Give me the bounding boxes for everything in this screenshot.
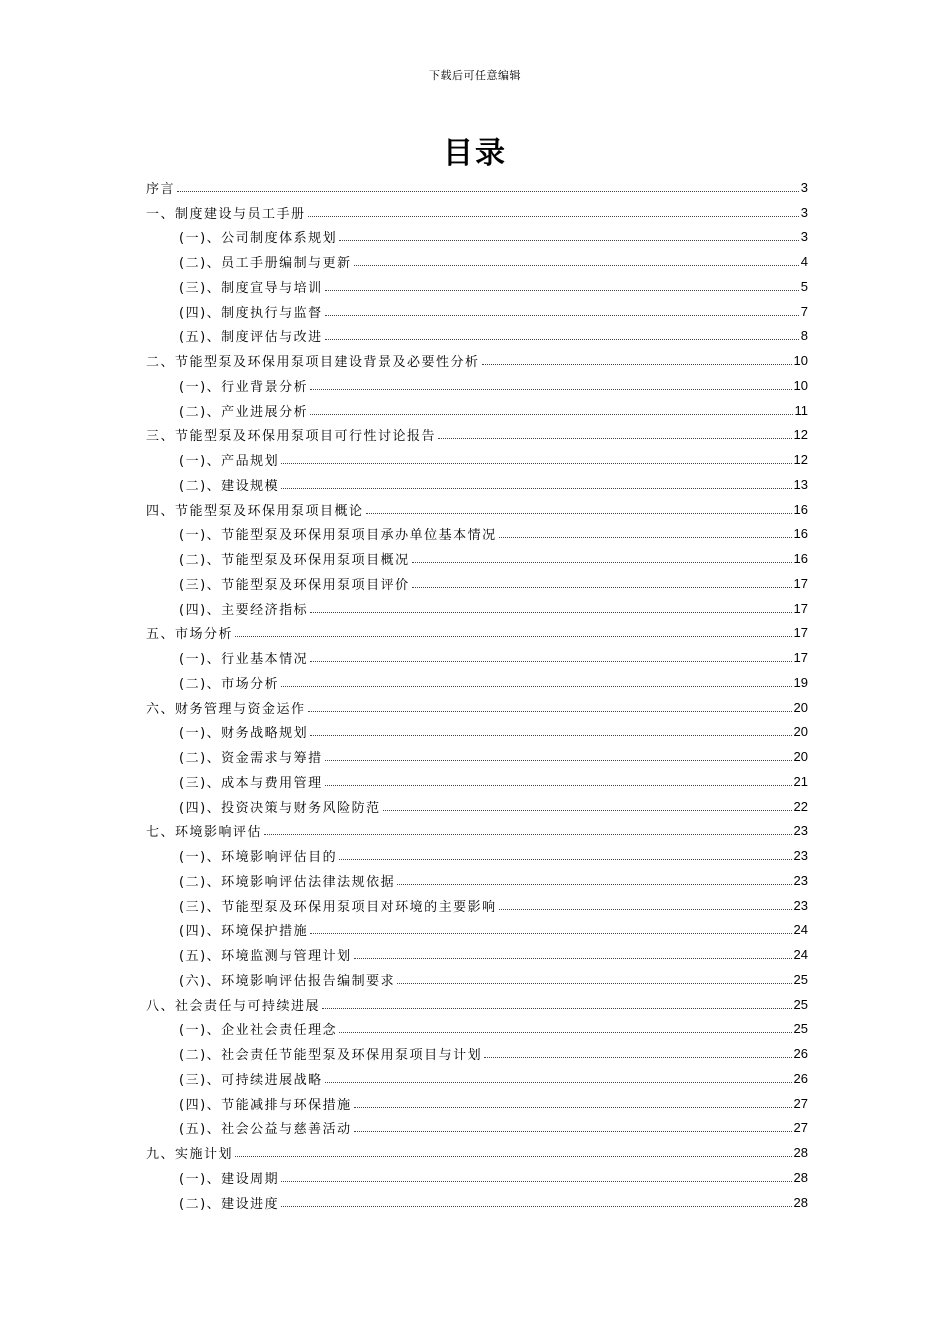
toc-entry[interactable] [146, 1091, 808, 1116]
page-header: 下载后可任意编辑 [429, 69, 521, 82]
toc-entry[interactable] [146, 1140, 808, 1165]
dot-leader [310, 611, 791, 613]
dot-leader [310, 734, 791, 736]
dot-leader [412, 561, 792, 563]
dot-leader [281, 1180, 791, 1182]
toc-entry-page: 20 [793, 699, 808, 715]
toc-entry-label: (四)、投资决策与财务风险防范 [179, 800, 381, 816]
toc-entry[interactable] [146, 769, 808, 794]
dot-leader [325, 289, 799, 291]
toc-entry-page: 25 [793, 1021, 808, 1037]
toc-entry[interactable] [146, 398, 808, 423]
toc-entry-label: (三)、制度宣导与培训 [179, 280, 323, 296]
toc-entry-page: 27 [793, 1120, 808, 1136]
toc-entry-label: (一)、行业基本情况 [179, 652, 309, 668]
toc-entry-label: (五)、制度评估与改进 [179, 330, 323, 346]
toc-entry[interactable] [146, 348, 808, 373]
dot-leader [325, 1081, 792, 1083]
toc-entry-label: 序言 [146, 181, 176, 197]
toc-entry[interactable] [146, 497, 808, 522]
toc-entry-label: (一)、环境影响评估目的 [179, 850, 338, 866]
toc-entry-page: 5 [800, 278, 808, 294]
toc-entry-label: (一)、企业社会责任理念 [179, 1023, 338, 1039]
toc-entry-label: (五)、社会公益与慈善活动 [179, 1122, 352, 1138]
dot-leader [339, 858, 791, 860]
dot-leader [264, 833, 792, 835]
toc-entry[interactable] [146, 571, 808, 596]
dot-leader [354, 1106, 792, 1108]
toc-entry-page: 23 [793, 897, 808, 913]
toc-entry-label: (三)、可持续进展战略 [179, 1072, 323, 1088]
toc-entry-page: 3 [800, 179, 808, 195]
toc-entry-label: (二)、建设进度 [179, 1196, 280, 1212]
toc-entry-page: 20 [793, 749, 808, 765]
toc-entry[interactable] [146, 720, 808, 745]
toc-entry[interactable] [146, 596, 808, 621]
toc-entry[interactable] [146, 695, 808, 720]
toc-entry-page: 12 [793, 452, 808, 468]
dot-leader [310, 660, 791, 662]
toc-entry[interactable] [146, 1041, 808, 1066]
dot-leader [235, 635, 792, 637]
toc-entry-page: 3 [800, 229, 808, 245]
dot-leader [281, 685, 791, 687]
toc-entry[interactable] [146, 645, 808, 670]
dot-leader [397, 883, 791, 885]
toc-entry-page: 23 [793, 848, 808, 864]
toc-entry-label: (三)、节能型泵及环保用泵项目对环境的主要影响 [179, 899, 497, 915]
toc-entry-label: (六)、环境影响评估报告编制要求 [179, 973, 396, 989]
toc-entry-page: 16 [793, 526, 808, 542]
toc-entry[interactable] [146, 175, 808, 200]
toc-entry-label: (一)、节能型泵及环保用泵项目承办单位基本情况 [179, 528, 497, 544]
toc-entry-page: 8 [800, 328, 808, 344]
toc-entry-page: 10 [793, 353, 808, 369]
toc-entry-label: (二)、资金需求与筹措 [179, 751, 323, 767]
toc-entry[interactable] [146, 621, 808, 646]
toc-entry-label: (二)、员工手册编制与更新 [179, 256, 352, 272]
toc-entry[interactable] [146, 1017, 808, 1042]
dot-leader [235, 1155, 792, 1157]
toc-entry[interactable] [146, 893, 808, 918]
toc-entry[interactable] [146, 868, 808, 893]
toc-entry[interactable] [146, 373, 808, 398]
toc-entry-page: 23 [793, 823, 808, 839]
toc-entry[interactable] [146, 1116, 808, 1141]
toc-entry[interactable] [146, 794, 808, 819]
toc-entry-page: 28 [793, 1145, 808, 1161]
dot-leader [499, 908, 792, 910]
toc-entry-page: 13 [793, 476, 808, 492]
toc-entry-label: 六、财务管理与资金运作 [146, 701, 306, 717]
toc-title: 目录 [443, 136, 507, 171]
toc-entry[interactable] [146, 299, 808, 324]
toc-entry-page: 26 [793, 1046, 808, 1062]
toc-entry-page: 28 [793, 1169, 808, 1185]
toc-entry[interactable] [146, 225, 808, 250]
dot-leader [310, 932, 791, 934]
toc-entry-label: (二)、环境影响评估法律法规依据 [179, 874, 396, 890]
dot-leader [412, 586, 792, 588]
toc-entry[interactable] [146, 670, 808, 695]
dot-leader [383, 809, 792, 811]
toc-entry-page: 11 [794, 402, 808, 418]
toc-entry[interactable] [146, 522, 808, 547]
dot-leader [339, 239, 799, 241]
dot-leader [177, 190, 799, 192]
toc-entry-page: 23 [793, 872, 808, 888]
toc-entry[interactable] [146, 967, 808, 992]
dot-leader [397, 982, 791, 984]
toc-entry-page: 25 [793, 996, 808, 1012]
toc-entry-label: (四)、环境保护措施 [179, 924, 309, 940]
toc-entry-label: (四)、制度执行与监督 [179, 305, 323, 321]
toc-entry-label: (一)、公司制度体系规划 [179, 231, 338, 247]
toc-entry[interactable] [146, 249, 808, 274]
toc-entry-page: 24 [793, 947, 808, 963]
dot-leader [499, 536, 792, 538]
toc-entry[interactable] [146, 942, 808, 967]
toc-entry-page: 4 [800, 254, 808, 270]
toc-entry[interactable] [146, 819, 808, 844]
toc-entry-page: 16 [793, 551, 808, 567]
toc-entry-label: (一)、建设周期 [179, 1171, 280, 1187]
toc-entry-label: 七、环境影响评估 [146, 825, 263, 841]
dot-leader [281, 1205, 791, 1207]
dot-leader [325, 314, 799, 316]
toc-entry-page: 17 [793, 575, 808, 591]
dot-leader [366, 512, 792, 514]
dot-leader [354, 1130, 792, 1132]
toc-entry[interactable] [146, 992, 808, 1017]
toc-entry-label: 五、市场分析 [146, 627, 234, 643]
toc-entry-page: 17 [793, 600, 808, 616]
toc-entry-page: 17 [793, 650, 808, 666]
toc-entry[interactable] [146, 1066, 808, 1091]
dot-leader [325, 759, 792, 761]
toc-entry-page: 3 [800, 204, 808, 220]
dot-leader [484, 1056, 791, 1058]
toc-entry-label: (二)、产业进展分析 [179, 404, 309, 420]
toc-entry-label: (二)、市场分析 [179, 676, 280, 692]
dot-leader [354, 264, 799, 266]
toc-entry-label: 八、社会责任与可持续进展 [146, 998, 321, 1014]
toc-entry-label: (一)、财务战略规划 [179, 726, 309, 742]
toc-entry[interactable] [146, 843, 808, 868]
toc-entry-page: 25 [793, 971, 808, 987]
toc-entry-page: 17 [793, 625, 808, 641]
toc-entry-page: 20 [793, 724, 808, 740]
toc-entry-page: 12 [793, 427, 808, 443]
dot-leader [325, 784, 792, 786]
dot-leader [281, 462, 791, 464]
toc-entry-page: 27 [793, 1095, 808, 1111]
toc-entry[interactable] [146, 546, 808, 571]
toc-entry[interactable] [146, 472, 808, 497]
toc-entry-label: 九、实施计划 [146, 1147, 234, 1163]
dot-leader [308, 215, 799, 217]
toc-entry-label: (五)、环境监测与管理计划 [179, 949, 352, 965]
dot-leader [310, 413, 792, 415]
dot-leader [354, 957, 792, 959]
toc-entry[interactable] [146, 423, 808, 448]
dot-leader [438, 437, 792, 439]
toc-entry-page: 22 [793, 798, 808, 814]
toc-entry-label: (二)、建设规模 [179, 478, 280, 494]
toc-entry-label: (四)、节能减排与环保措施 [179, 1097, 352, 1113]
dot-leader [308, 710, 792, 712]
toc-entry[interactable] [146, 918, 808, 943]
toc-entry[interactable] [146, 200, 808, 225]
toc-entry-page: 7 [800, 303, 808, 319]
toc-entry[interactable] [146, 1165, 808, 1190]
toc-entry-page: 26 [793, 1070, 808, 1086]
toc-entry-label: 二、节能型泵及环保用泵项目建设背景及必要性分析 [146, 355, 480, 371]
toc-entry-page: 19 [793, 674, 808, 690]
toc-entry[interactable] [146, 324, 808, 349]
toc-entry-label: (二)、社会责任节能型泵及环保用泵项目与计划 [179, 1048, 483, 1064]
toc-entry-label: (一)、行业背景分析 [179, 379, 309, 395]
toc-entry-page: 21 [793, 773, 808, 789]
toc-entry-label: (三)、节能型泵及环保用泵项目评价 [179, 577, 410, 593]
dot-leader [310, 388, 791, 390]
dot-leader [482, 363, 792, 365]
dot-leader [322, 1007, 792, 1009]
toc-entry-label: 一、制度建设与员工手册 [146, 206, 306, 222]
toc-entry-label: 四、节能型泵及环保用泵项目概论 [146, 503, 364, 519]
dot-leader [325, 338, 799, 340]
toc-entry-label: (一)、产品规划 [179, 454, 280, 470]
toc-entry[interactable] [146, 274, 808, 299]
toc-entry-label: (四)、主要经济指标 [179, 602, 309, 618]
toc-entry[interactable] [146, 447, 808, 472]
toc-entry[interactable] [146, 744, 808, 769]
toc-entry-label: (三)、成本与费用管理 [179, 775, 323, 791]
toc-entry-page: 16 [793, 501, 808, 517]
toc-entry-page: 28 [793, 1194, 808, 1210]
toc-entry-page: 10 [793, 377, 808, 393]
toc-entry[interactable] [146, 1190, 808, 1215]
dot-leader [339, 1031, 791, 1033]
toc-entry-label: 三、节能型泵及环保用泵项目可行性讨论报告 [146, 429, 437, 445]
toc-entry-label: (二)、节能型泵及环保用泵项目概况 [179, 553, 410, 569]
toc-entry-page: 24 [793, 922, 808, 938]
table-of-contents [146, 175, 808, 1215]
dot-leader [281, 487, 791, 489]
